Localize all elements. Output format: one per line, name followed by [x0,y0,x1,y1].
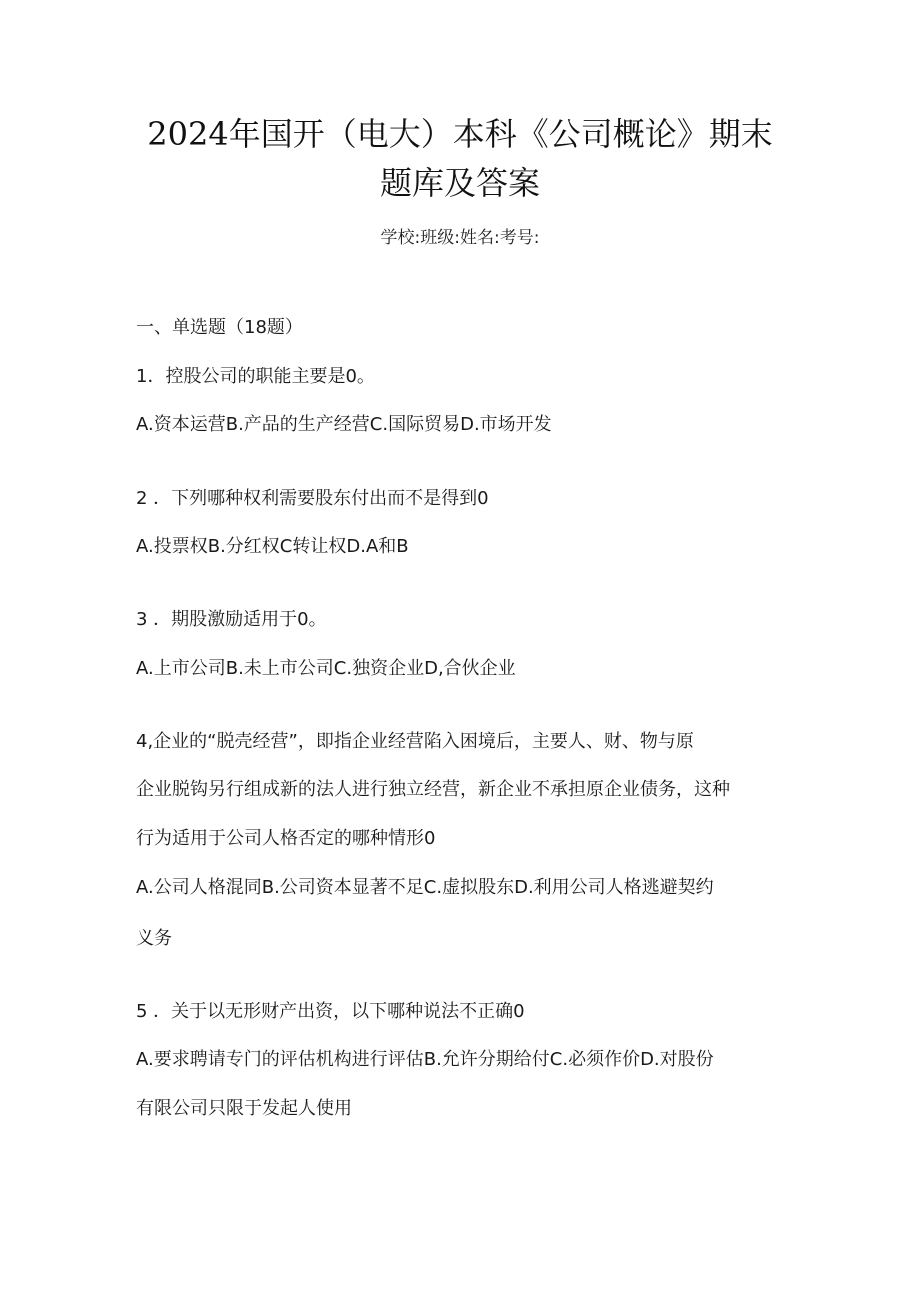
question-4-options-line-2: 义务 [136,928,172,949]
question-4-options-line-1: A.公司人格混同B.公司资本显著不足C.虚拟股东D.利用公司人格逃避契约 [136,877,714,898]
question-1-options: A.资本运营B.产品的生产经营C.国际贸易D.市场开发 [136,414,552,435]
student-info-line: 学校:班级:姓名:考号: [380,228,540,248]
question-3-options: A.上市公司B.未上市公司C.独资企业D,合伙企业 [136,658,516,679]
question-4-stem-line-1: 4,企业的“脱壳经营”，即指企业经营陷入困境后，主要人、财、物与原 [136,731,694,752]
question-5-options-line-2: 有限公司只限于发起人使用 [136,1098,352,1119]
question-2-stem: 2 ．下列哪种权利需要股东付出而不是得到0 [136,488,489,509]
question-4-stem-line-2: 企业脱钩另行组成新的法人进行独立经营，新企业不承担原企业债务，这种 [136,779,730,800]
document-title-line-2: 题库及答案 [379,164,540,202]
question-4-stem-line-3: 行为适用于公司人格否定的哪种情形0 [136,828,436,849]
question-5-options-line-1: A.要求聘请专门的评估机构进行评估B.允许分期给付C.必须作价D.对股份 [136,1049,714,1070]
question-2-options: A.投票权B.分红权C转让权D.A和B [136,536,409,557]
question-3-stem: 3 ．期股激励适用于0。 [136,609,327,630]
document-title-line-1: 2024年国开（电大）本科《公司概论》期末 [147,115,773,153]
question-5-stem: 5 ．关于以无形财产出资，以下哪种说法不正确0 [136,1001,525,1022]
question-1-stem: 1．控股公司的职能主要是0。 [136,366,375,387]
section-heading: 一、单选题（18题） [136,317,303,338]
